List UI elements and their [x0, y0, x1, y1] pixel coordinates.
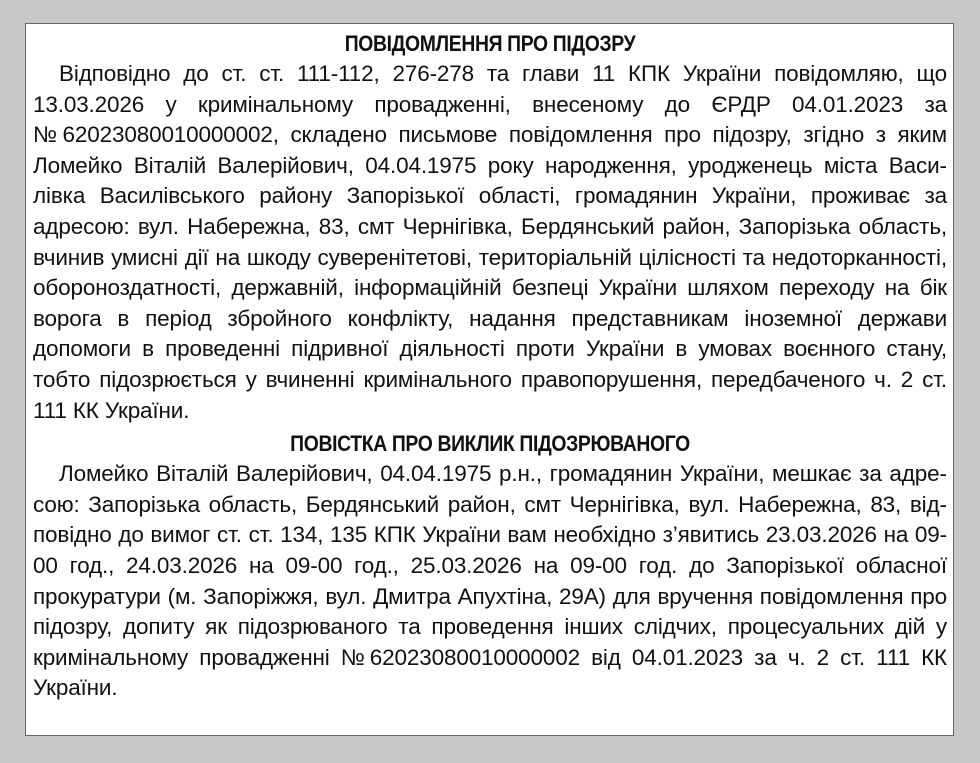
- summons-body: Ломейко Віталій Валерійович, 04.04.1975 р.н., громадянин України, мешкає за адресою: Запорізька область, Бердянський район, смт Чернігівка, вул. Набережна, 83, відповідно до вимог ст. ст. 134, 135 КПК України вам необхідно з’явитись 23.03.2026 на 09-00 год., 24.03.2026 на 09-00 год., 25.03.2026 на 09-00 год. до Запорізької обласної прокуратури (м. Запоріжжя, вул. Дмитра Апухтіна, 29А) для вручення повідомлення про підозру, допиту як підозрюваного та проведення інших слідчих, процесуальних дій у кримінальному провадженні №62023080010000002 від 04.01.2023 за ч. 2 ст. 111 КК України.: [33, 461, 947, 701]
- suspicion-notice-body: Відповідно до ст. ст. 111-112, 276-278 та глави 11 КПК України повідомляю, що 13.03.2026 у кримінальному провадженні, внесеному до ЄРДР 04.01.2023 за №62023080010000002, складено письмове повідомлення про підозру, згідно з яким Ломейко Віталій Валерійович, 04.04.1975 року народження, уродженець міста Василівка Василівського району Запорізької області, громадянин України, проживає за адресою: вул. Набережна, 83, смт Чернігівка, Бердянський район, Запорізька область, вчинив умисні дії на шкоду суверенітетові, територіальній цілісності та недоторканності, обороноздатності, державній, інформаційній безпеці України шляхом переходу на бік ворога в період збройного конфлікту, надання представникам іноземної держави допомоги в проведенні підривної діяльності проти України в умовах воєнного стану, тобто підозрюється у вчиненні кримінального правопорушення, передбаченого ч. 2 ст. 111 КК України.: [33, 61, 947, 423]
- summons-heading: ПОВІСТКА ПРО ВИКЛИК ПІДОЗРЮВАНОГО: [290, 431, 690, 457]
- suspicion-notice-heading: ПОВІДОМЛЕННЯ ПРО ПІДОЗРУ: [344, 31, 636, 56]
- legal-notice-box: [25, 23, 954, 736]
